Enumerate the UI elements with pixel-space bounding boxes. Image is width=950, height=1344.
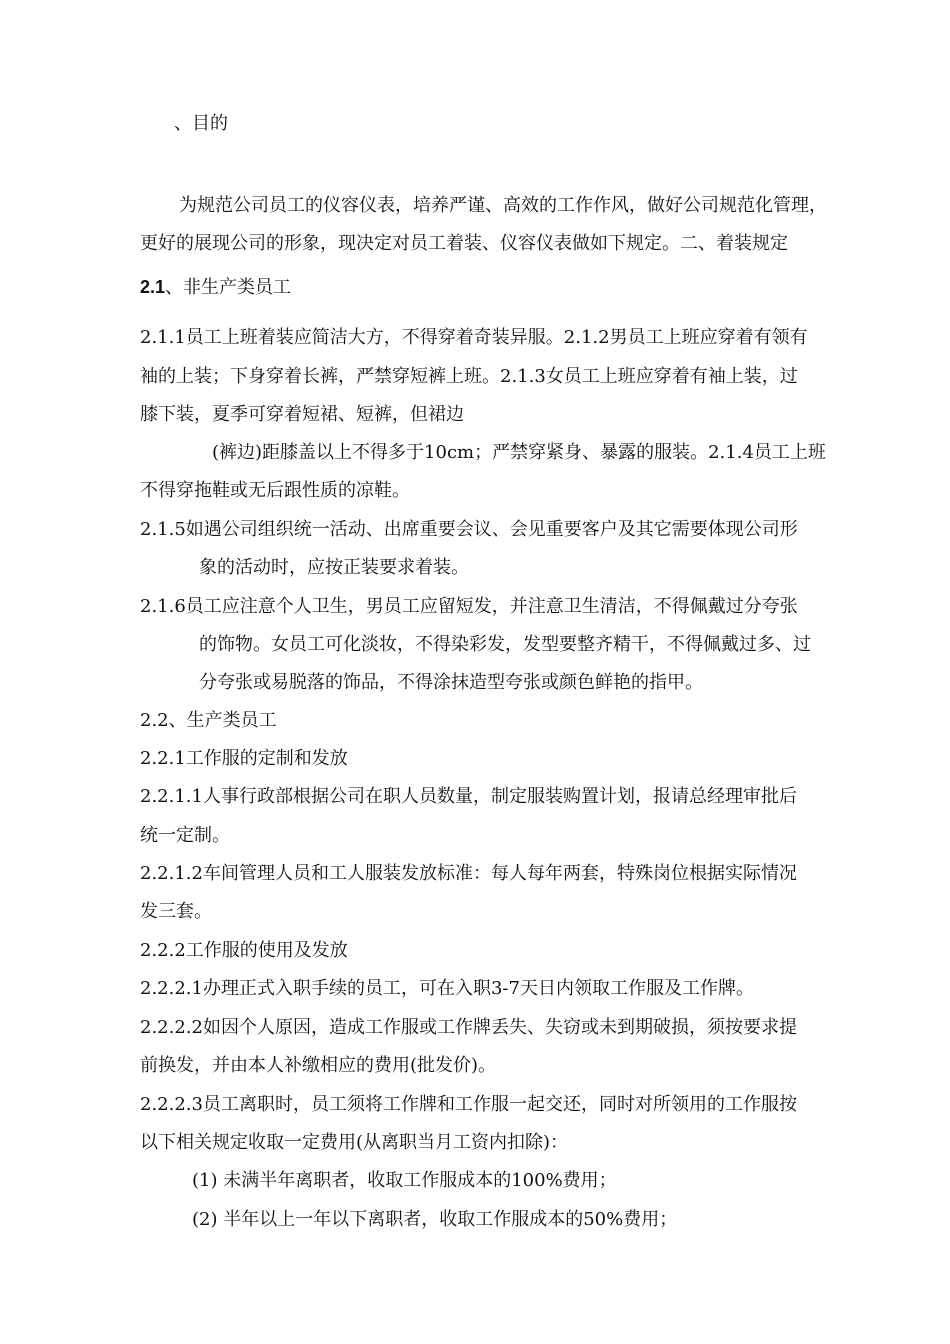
- clause-line: 2.2.2.3员工离职时，员工须将工作牌和工作服一起交还，同时对所领用的工作服按: [140, 1094, 797, 1115]
- clause-line: 2.2.1.2车间管理人员和工人服装发放标准：每人每年两套，特殊岗位根据实际情况: [140, 863, 797, 884]
- section-number: 2.1: [140, 277, 166, 297]
- section-heading-2-1: [140, 275, 291, 300]
- clause-line: 象的活动时，应按正装要求着装。: [199, 557, 469, 578]
- list-item: (1) 未满半年离职者，收取工作服成本的100%费用；: [192, 1170, 617, 1191]
- purpose-paragraph-line: 更好的展现公司的形象，现决定对员工着装、仪容仪表做如下规定。二、着装规定: [140, 233, 788, 254]
- clause-line: 2.2.1.1人事行政部根据公司在职人员数量，制定服装购置计划，报请总经理审批后: [140, 786, 797, 807]
- clause-line: 统一定制。: [140, 825, 230, 846]
- clause-line: 前换发，并由本人补缴相应的费用(批发价)。: [140, 1055, 497, 1076]
- section-title: 、非生产类员工: [165, 277, 292, 298]
- clause-line: 2.2.2.2如因个人原因，造成工作服或工作牌丢失、失窃或未到期破损，须按要求提: [140, 1017, 797, 1038]
- subsection-heading: 2.2.2工作服的使用及发放: [140, 940, 348, 961]
- clause-line: 的饰物。女员工可化淡妆，不得染彩发，发型要整齐精干，不得佩戴过多、过: [199, 634, 811, 655]
- clause-line: 分夸张或易脱落的饰品，不得涂抹造型夸张或颜色鲜艳的指甲。: [199, 672, 703, 693]
- clause-line: 2.1.5如遇公司组织统一活动、出席重要会议、会见重要客户及其它需要体现公司形: [140, 519, 798, 540]
- section-heading-purpose: 、目的: [174, 113, 228, 134]
- clause-line: 2.1.1员工上班着装应简洁大方，不得穿着奇装异服。2.1.2男员工上班应穿着有领有: [140, 327, 808, 348]
- purpose-paragraph-line: 为规范公司员工的仪容仪表，培养严谨、高效的工作作风，做好公司规范化管理，: [179, 195, 827, 216]
- clause-line: (裤边)距膝盖以上不得多于10cm；严禁穿紧身、暴露的服装。2.1.4员工上班: [212, 442, 826, 463]
- clause-line: 不得穿拖鞋或无后跟性质的凉鞋。: [140, 480, 410, 501]
- clause-line: 膝下装，夏季可穿着短裙、短裤，但裙边: [140, 404, 464, 425]
- section-heading-2-2: 2.2、生产类员工: [140, 710, 277, 731]
- clause-line: 2.1.6员工应注意个人卫生，男员工应留短发，并注意卫生清洁，不得佩戴过分夸张: [140, 596, 798, 617]
- clause-line: 2.2.2.1办理正式入职手续的员工，可在入职3-7天日内领取工作服及工作牌。: [140, 978, 754, 999]
- list-item: (2) 半年以上一年以下离职者，收取工作服成本的50%费用；: [192, 1209, 678, 1230]
- clause-line: 以下相关规定收取一定费用(从离职当月工资内扣除)：: [140, 1132, 569, 1153]
- subsection-heading: 2.2.1工作服的定制和发放: [140, 748, 348, 769]
- clause-line: 袖的上装；下身穿着长裤，严禁穿短裤上班。2.1.3女员工上班应穿着有袖上装，过: [140, 366, 798, 387]
- clause-line: 发三套。: [140, 901, 212, 922]
